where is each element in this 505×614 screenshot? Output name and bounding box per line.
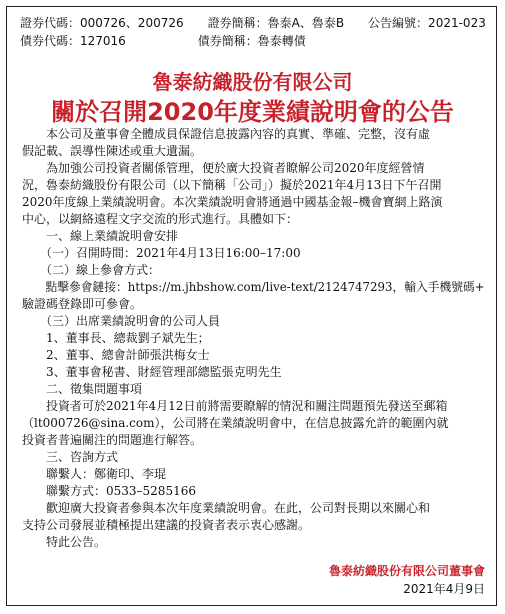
body-line: 支持公司發展並積極提出建議的投資者表示衷心感謝。 [22, 518, 311, 532]
body-line: 為加強公司投資者關係管理，便於廣大投資者瞭解公司2020年度經營情 [22, 161, 425, 175]
body-line: 投資者可於2021年4月12日前將需要瞭解的情況和關注問題預先發送至郵箱 [22, 399, 448, 413]
signature-company: 魯泰紡織股份有限公司董事會 [328, 564, 485, 578]
body-line: 2、董事、總會計師張洪梅女士 [22, 348, 210, 362]
body-line: 1、董事長、總裁劉子斌先生； [22, 331, 210, 345]
notice-title: 關於召開2020年度業績說明會的公告 [51, 98, 454, 126]
body-line: 中心，以網絡遠程文字交流的形式進行。具體如下： [22, 212, 299, 226]
body-line: 二、徵集問題事項 [22, 382, 143, 396]
body-line: 假記載、誤導性陳述或重大遺漏。 [22, 144, 203, 158]
body-line: 歡迎廣大投資者參與本次年度業績說明會。在此，公司對長期以來關心和 [22, 501, 431, 515]
body-line: 特此公告。 [22, 535, 107, 549]
body-line: 點擊參會鏈接：https://m.jhbshow.com/live-text/2124747293，輸入手機號碼+ [22, 280, 485, 294]
body-line: （一）召開時間：2021年4月13日16:00–17:00 [22, 246, 301, 260]
company-title: 魯泰紡織股份有限公司 [152, 70, 353, 94]
body-line: （三）出席業績說明會的公司人員 [22, 314, 221, 328]
signature-date: 2021年4月9日 [403, 582, 485, 596]
body-line: 聯繫人：鄭衛印、李琨 [22, 467, 167, 481]
body-line: 一、線上業績說明會安排 [22, 229, 179, 243]
body-line: 本公司及董事會全體成員保證信息披露內容的真實、準確、完整，沒有虛 [22, 127, 431, 141]
body-line: 3、董事會秘書、財經管理部總監張克明先生 [22, 365, 282, 379]
header-securities-row: 證券代碼：000726、200726 證券簡稱：魯泰A、魯泰B 公告編號：2021-023 [20, 16, 486, 30]
body-line: 三、咨詢方式 [22, 450, 119, 464]
body-line: （二）線上參會方式： [22, 263, 161, 277]
body-line: 況，魯泰紡織股份有限公司（以下簡稱「公司」）擬於2021年4月13日下午召開 [22, 178, 442, 192]
body-line: 驗證碼登錄即可參會。 [22, 297, 143, 311]
body-line: 投資者普遍關注的問題進行解答。 [22, 433, 203, 447]
header-bond-row: 債券代碼：127016 債券簡稱：魯泰轉債 [20, 34, 306, 48]
body-line: （lt000726@sina.com），公司將在業績說明會中，在信息披露允許的範圍內就 [22, 416, 449, 430]
body-line: 2020年度線上業績說明會。本次業績說明會將通過中國基金報–機會寶網上路演 [22, 195, 443, 209]
body-line: 聯繫方式：0533–5285166 [22, 484, 196, 498]
